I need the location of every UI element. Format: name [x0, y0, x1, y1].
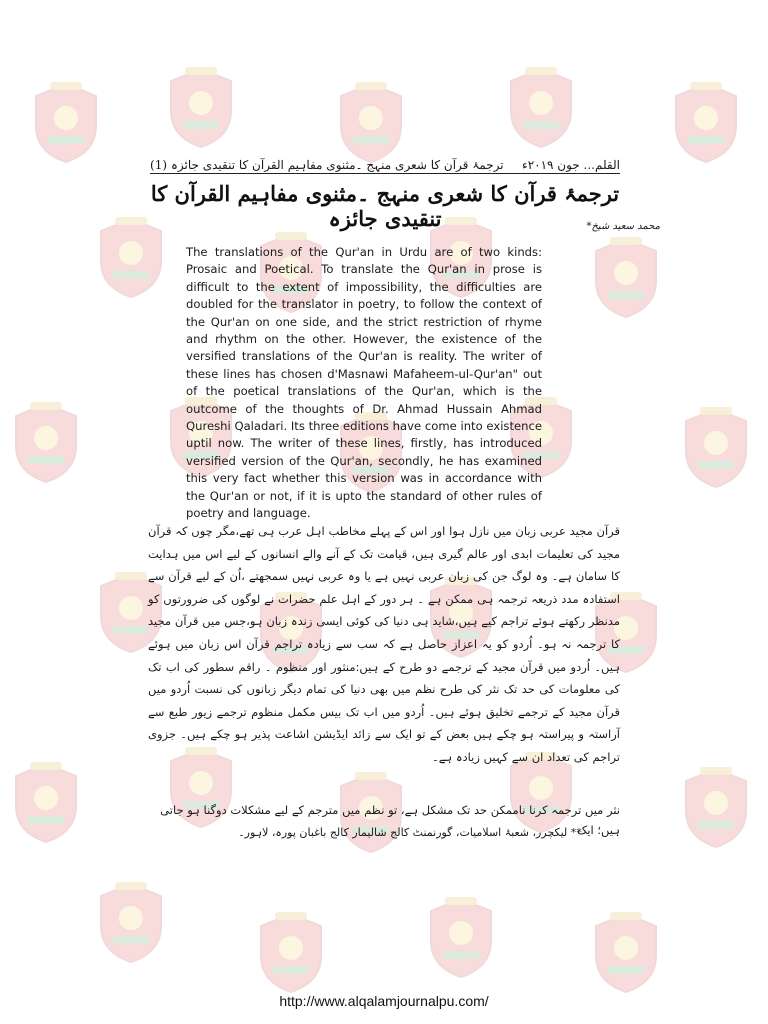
author-name: محمد سعید شیخ*: [586, 221, 660, 232]
english-abstract: The translations of the Qur'an in Urdu are of two kinds: Prosaic and Poetical. To translate the Qur'an in prose is difficult to the extent of impossibility, the difficulties are doubled for the translator in poetry, to follow the context of the Qur'an on one side, and the strict restriction of rhyme and rhythm on the other. However, the existence of the versified translations of the Qur'an is reality. The writer of these lines has chosen d'Masnawi Mafaheem-ul-Qur'an" out of the poetical translations of the Qur'an, which is the outcome of the thoughts of Dr. Ahmad Hussain Ahmad Qureshi Qaladari. Its three editions have come into existence uptil now. The writer of these lines, firstly, has introduced versified version of the Qur'an, secondly, he has examined this very fact whether this version was in accordance with the Qur'an or not, if it is upto the standard of other rules of poetry and language.: [186, 245, 542, 521]
article-title: ترجمۂ قرآن کا شعری منہج ۔مثنوی مفاہیم القرآن کا تنقیدی جائزہ: [150, 181, 620, 231]
author-footnote: ** لیکچرر، شعبۂ اسلامیات، گورنمنٹ کالج شالیمار کالج باغبان پورہ، لاہور۔: [238, 826, 582, 839]
running-title: ترجمۂ قرآن کا شعری منہج ۔مثنوی مفاہیم القرآن کا تنقیدی جائزہ (1): [150, 158, 504, 172]
journal-issue: القلم... جون ۲۰۱۹ء: [522, 158, 620, 172]
header-rule: [150, 173, 620, 174]
journal-url-link[interactable]: http://www.alqalamjournalpu.com/: [279, 993, 489, 1009]
urdu-body-paragraph: قرآن مجید عربی زبان میں نازل ہوا اور اس کے پہلے مخاطب اہل عرب ہی تھے،مگر چوں کہ قرآن مجید کی تعلیمات ابدی اور عالم گیری ہیں، قیامت تک کے آنے والے انسانوں کے لیے اس میں ہدایت کا سامان ہے۔ وہ لوگ جن کی زبان عربی نہیں ہے یا وہ عربی نہیں سمجھتے ،اُن کے لیے قرآن سے استفادہ مدد ذریعہ ترجمہ ہی ممکن ہے ۔ ہر دور کے اہل علم حضرات نے لوگوں کی ضرورتوں کو مدنظر رکھتے ہوئے تراجم کیے ہیں،شاید ہی دنیا کی کوئی ایسی زندہ زبان ہو،جس میں قرآن مجید کا ترجمہ نہ ہو۔ اُردو کو یہ اعزاز حاصل ہے کہ سب سے زیادہ تراجم قرآن اس زبان میں ہوئے ہیں۔ اُردو میں قرآن مجید کے ترجمے دو طرح کے ہیں:منثور اور منظوم ۔ راقم سطور کی اب تک کی معلومات کی حد تک نثر کی طرح نظم میں بھی دنیا کی تمام دیگر زبانوں کی نسبت اُردو میں قرآن مجید کے ترجمے تخلیق ہوئے ہیں۔ اُردو میں اب تک بیس مکمل منظوم ترجمے زیور طبع سے آراستہ و پیراستہ ہو چکے ہیں بعض کے تو ایک سے زائد ایڈیشن اشاعت پذیر ہو چکے ہیں۔ جزوی تراجم کی تعداد ان سے کہیں زیادہ ہے۔: [148, 524, 620, 764]
running-header: [150, 150, 620, 172]
urdu-body-paragraph-2: نثر میں ترجمہ کرنا ناممکن حد تک مشکل ہے، تو نظم میں مترجم کے لیے مشکلات دوگنا ہو جاتی ہیں؛ ایک: [160, 803, 620, 837]
